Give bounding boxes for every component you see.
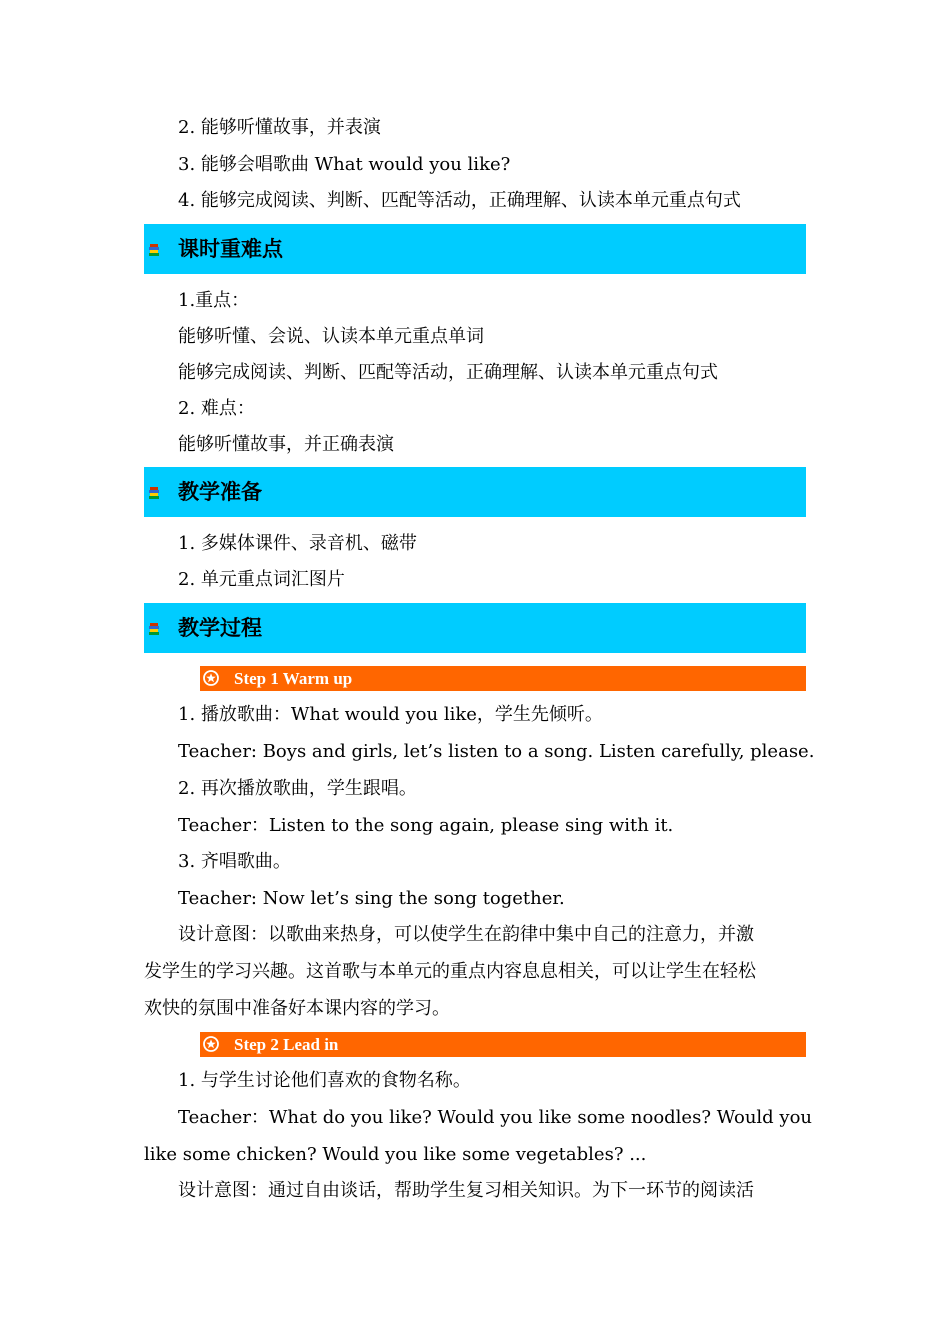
section-header-preparation [144,467,806,517]
book-stack-icon [148,244,160,256]
step-label: Step 1 Warm up [234,669,353,688]
step1-line-3: 2. 再次播放歌曲，学生跟唱。 [178,778,417,799]
objective-item-3: 3. 能够会唱歌曲 What would you like? [178,154,511,175]
step1-intent-line-3: 欢快的氛围中准备好本课内容的学习。 [144,998,450,1019]
difficulty-label: 2. 难点： [178,398,255,419]
star-circle-icon [203,1036,219,1052]
book-stack-icon [148,623,160,635]
section-title: 教学过程 [178,616,262,640]
section-header-process [144,603,806,653]
difficulty-item-1: 能够听懂故事，并正确表演 [178,434,394,455]
step-header-warm-up [200,666,806,691]
step2-line-1: 1. 与学生讨论他们喜欢的食物名称。 [178,1070,471,1091]
step1-line-1: 1. 播放歌曲：What would you like，学生先倾听。 [178,704,603,725]
step2-line-2: Teacher：What do you like? Would you like some noodles? Would you [178,1107,813,1128]
section-title: 教学准备 [178,480,262,504]
star-circle-icon [203,670,219,686]
objective-item-4: 4. 能够完成阅读、判断、匹配等活动，正确理解、认读本单元重点句式 [178,190,741,211]
preparation-item-1: 1. 多媒体课件、录音机、磁带 [178,533,417,554]
step-label: Step 2 Lead in [234,1035,339,1054]
step2-line-3: like some chicken? Would you like some vegetables? ... [144,1144,647,1165]
focus-item-2: 能够完成阅读、判断、匹配等活动，正确理解、认读本单元重点句式 [178,362,718,383]
step1-line-4: Teacher：Listen to the song again, please sing with it. [178,815,674,836]
step1-intent-line-1: 设计意图：以歌曲来热身，可以使学生在韵律中集中自己的注意力，并激 [178,924,754,945]
step1-line-6: Teacher: Now let’s sing the song together. [178,888,565,909]
section-header-key-points [144,224,806,274]
step1-line-5: 3. 齐唱歌曲。 [178,851,291,872]
section-title: 课时重难点 [178,237,283,261]
preparation-item-2: 2. 单元重点词汇图片 [178,569,345,590]
step1-intent-line-2: 发学生的学习兴趣。这首歌与本单元的重点内容息息相关，可以让学生在轻松 [144,961,756,982]
step2-intent-line-1: 设计意图：通过自由谈话，帮助学生复习相关知识。为下一环节的阅读活 [178,1180,754,1201]
focus-label: 1.重点： [178,290,250,311]
step-header-lead-in [200,1032,806,1057]
step1-line-2: Teacher: Boys and girls, let’s listen to a song. Listen carefully, please. [178,741,815,762]
objective-item-2: 2. 能够听懂故事，并表演 [178,117,381,138]
focus-item-1: 能够听懂、会说、认读本单元重点单词 [178,326,484,347]
book-stack-icon [148,487,160,499]
